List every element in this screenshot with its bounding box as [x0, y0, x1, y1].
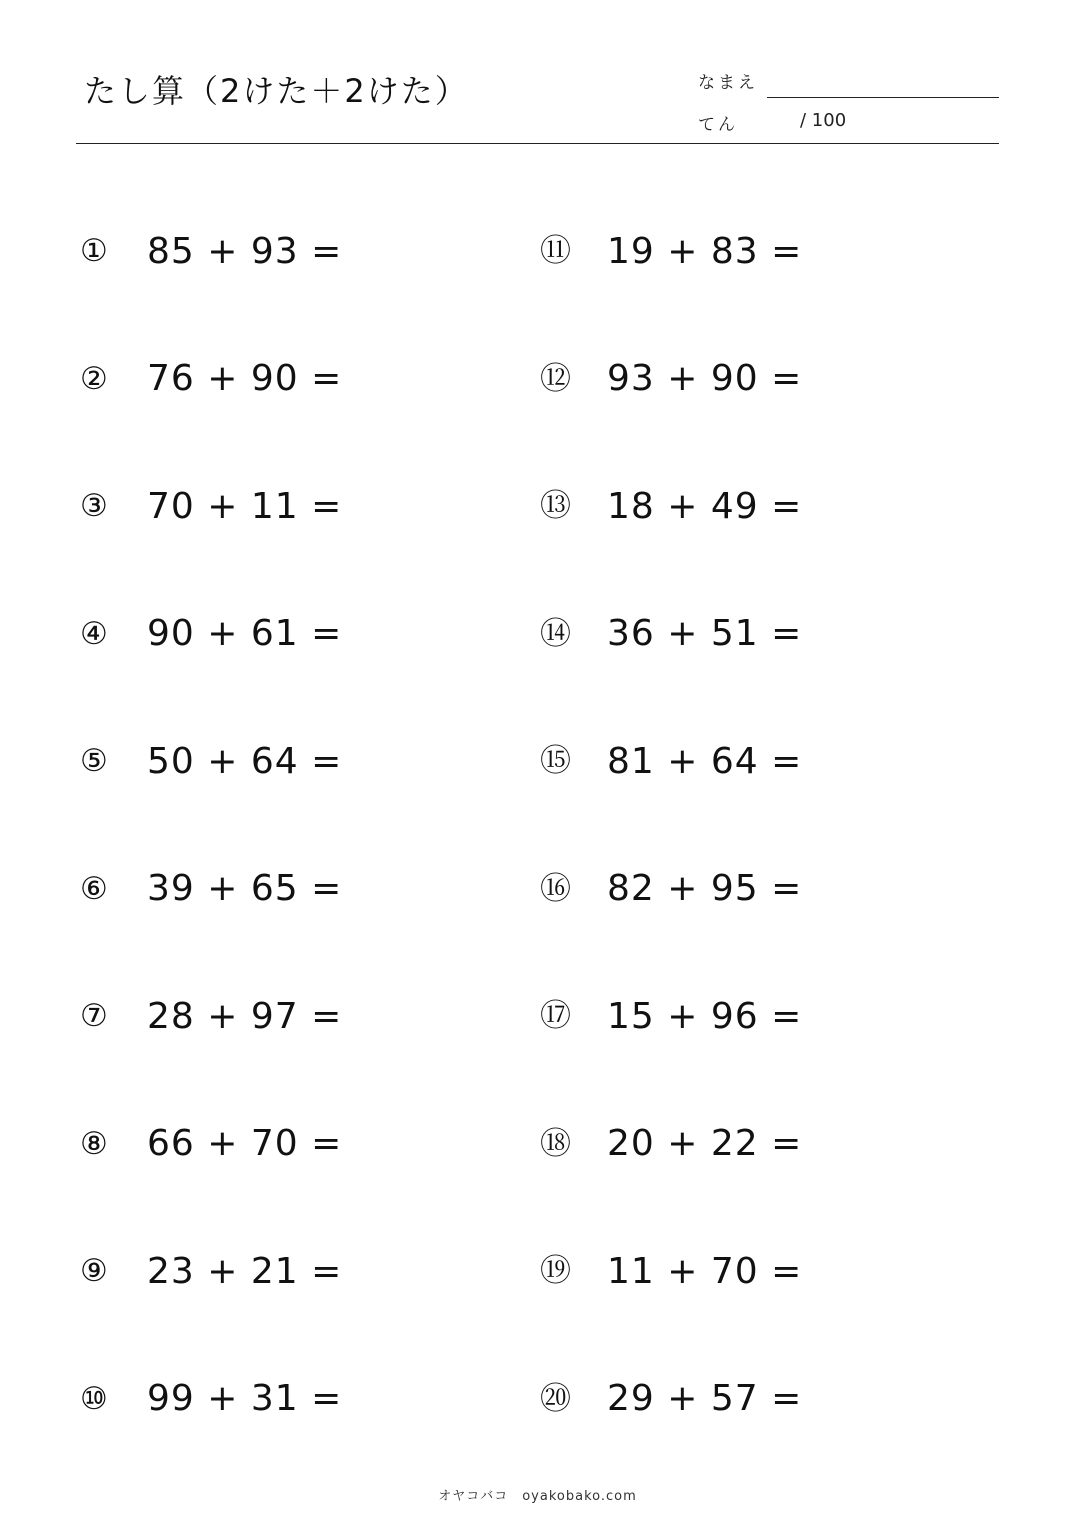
problem-number: ⑩ — [80, 1380, 108, 1417]
problem-number: ⑫ — [540, 360, 571, 397]
problem-number: ⑬ — [540, 488, 571, 525]
problem-expression: 76 + 90 = — [147, 358, 343, 400]
problem-expression: 19 + 83 = — [607, 230, 803, 272]
problem-item — [80, 953, 342, 1081]
problem-item — [80, 1081, 342, 1209]
problem-item — [80, 1208, 342, 1336]
problem-item — [540, 571, 802, 699]
problem-expression: 93 + 90 = — [607, 358, 803, 400]
header-divider — [76, 143, 999, 144]
problem-expression: 50 + 64 = — [147, 740, 343, 782]
problem-number: ⑪ — [540, 233, 571, 270]
problem-number: ⑭ — [540, 615, 571, 652]
problem-number: ④ — [80, 615, 108, 652]
problem-item — [540, 188, 802, 316]
site-footer: オヤコバコ oyakobako.com — [438, 1489, 637, 1504]
problem-item — [540, 1208, 802, 1336]
problem-item — [540, 443, 802, 571]
problem-number: ⑧ — [80, 1125, 108, 1162]
problem-number: ② — [80, 360, 108, 397]
name-label: なまえ — [698, 73, 758, 93]
problem-number: ⑮ — [540, 743, 571, 780]
problem-number: ③ — [80, 488, 108, 525]
problem-column-left — [80, 188, 342, 1463]
problem-number: ⑤ — [80, 743, 108, 780]
problem-expression: 66 + 70 = — [147, 1123, 343, 1165]
problem-number: ⑳ — [540, 1380, 571, 1417]
problem-item — [80, 698, 342, 826]
problem-expression: 28 + 97 = — [147, 995, 343, 1037]
problem-number: ⑱ — [540, 1125, 571, 1162]
problem-number: ⑲ — [540, 1253, 571, 1290]
problem-expression: 29 + 57 = — [607, 1378, 803, 1420]
problem-item — [540, 1081, 802, 1209]
problem-item — [80, 443, 342, 571]
problem-expression: 39 + 65 = — [147, 868, 343, 910]
problem-expression: 11 + 70 = — [607, 1250, 803, 1292]
problem-number: ⑥ — [80, 870, 108, 907]
problem-item — [80, 188, 342, 316]
problem-expression: 36 + 51 = — [607, 613, 803, 655]
problem-item — [540, 1336, 802, 1464]
problem-item — [540, 826, 802, 954]
problem-expression: 18 + 49 = — [607, 485, 803, 527]
worksheet-title: たし算（2けた＋2けた） — [84, 72, 469, 110]
problem-item — [80, 1336, 342, 1464]
problem-expression: 15 + 96 = — [607, 995, 803, 1037]
problem-item — [80, 571, 342, 699]
problem-column-right — [540, 188, 802, 1463]
problem-expression: 81 + 64 = — [607, 740, 803, 782]
problem-item — [540, 698, 802, 826]
problem-number: ⑰ — [540, 998, 571, 1035]
problem-expression: 82 + 95 = — [607, 868, 803, 910]
problem-item — [540, 953, 802, 1081]
problem-expression: 20 + 22 = — [607, 1123, 803, 1165]
name-field-line — [767, 97, 999, 98]
problem-item — [540, 316, 802, 444]
score-label: てん — [698, 115, 738, 135]
problem-expression: 23 + 21 = — [147, 1250, 343, 1292]
problem-number: ① — [80, 233, 108, 270]
problem-number: ⑦ — [80, 998, 108, 1035]
problem-item — [80, 826, 342, 954]
problem-expression: 90 + 61 = — [147, 613, 343, 655]
problem-expression: 70 + 11 = — [147, 485, 343, 527]
score-total: / 100 — [800, 110, 847, 131]
problem-number: ⑯ — [540, 870, 571, 907]
problem-expression: 85 + 93 = — [147, 230, 343, 272]
problem-number: ⑨ — [80, 1253, 108, 1290]
problem-expression: 99 + 31 = — [147, 1378, 343, 1420]
problem-item — [80, 316, 342, 444]
